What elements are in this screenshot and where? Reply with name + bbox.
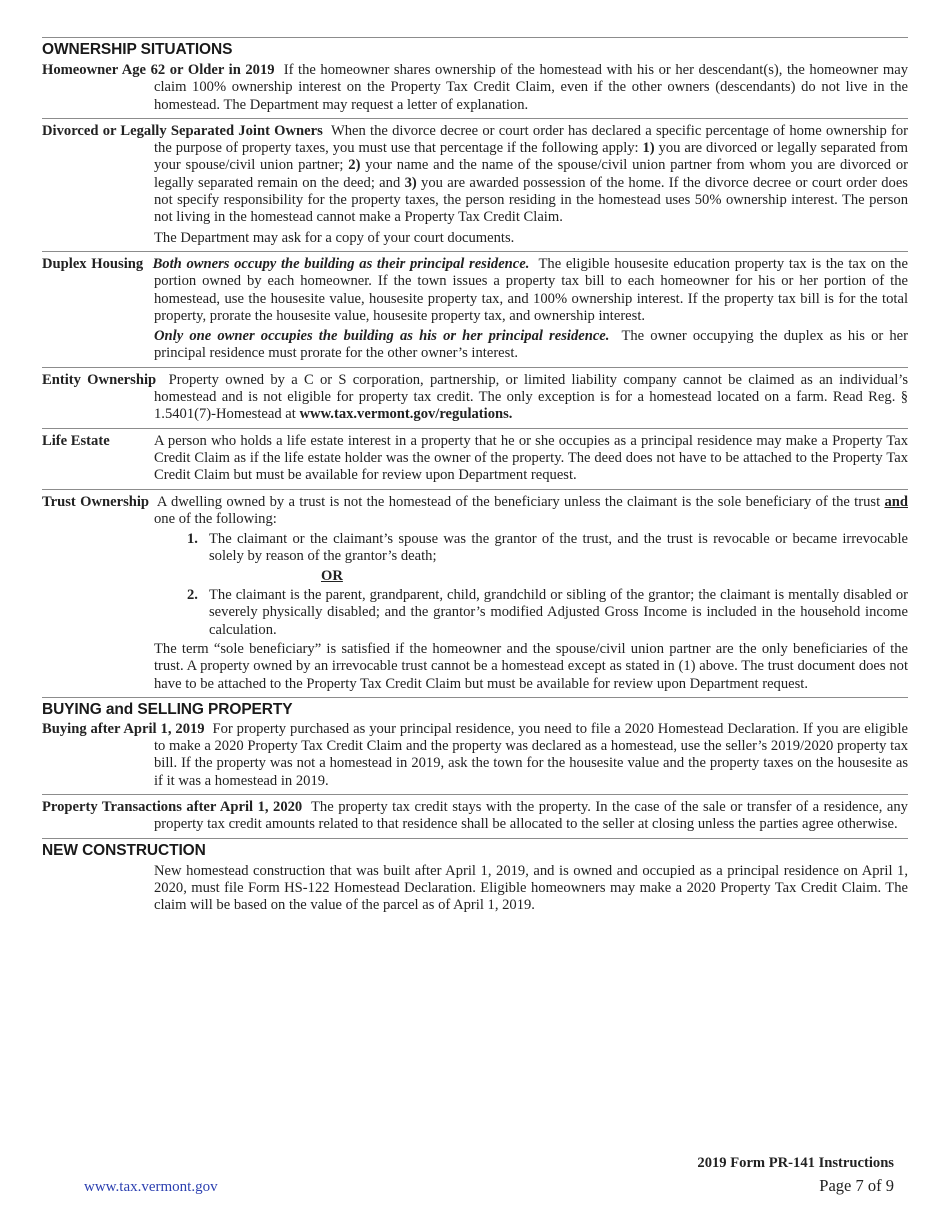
trust-item-1 — [42, 531, 908, 566]
footer-website-link[interactable]: www.tax.vermont.gov — [84, 1179, 218, 1195]
term-age62: Homeowner Age 62 or Older in 2019 — [42, 62, 275, 78]
term-divorced: Divorced or Legally Separated Joint Owners — [42, 122, 323, 139]
term-trust: Trust Ownership — [42, 493, 150, 510]
entry-buying-2019 — [42, 720, 908, 794]
num-1: 1) — [642, 140, 655, 157]
text-trust-a: A dwelling owned by a trust is not the homestead of the beneficiary unless the claimant is the sole beneficiary of the trust — [156, 493, 885, 510]
num-2: 2) — [348, 157, 361, 174]
regulations-link[interactable]: www.tax.vermont.gov/regulations. — [299, 406, 513, 423]
item-number: 2. — [187, 587, 198, 604]
lead2-duplex: Only one owner occupies the building as his or her principal residence. — [154, 328, 610, 345]
entry-divorced — [42, 119, 908, 251]
footer-form-title: 2019 Form PR-141 Instructions — [697, 1155, 894, 1171]
or-separator: OR — [321, 567, 343, 584]
entry-transactions-2020 — [42, 795, 908, 838]
text-buying-2019: For property purchased as your principal residence, you need to file a 2020 Homestead Declaration. If you are eligible to make a 2020 Property Tax Credit Claim and the property was declared as a homestead, use the seller’s 2019/2020 property tax bill. If the property was not a homestead in 2019, ask the town for the housesite value and the property taxes on the housesite as if it was a homestead in 2019. — [154, 720, 908, 789]
item-text: The claimant or the claimant’s spouse was the grantor of the trust, and the trust is revocable or became irrevocable solely by reason of the grantor’s death; — [209, 531, 908, 565]
note-divorced: The Department may ask for a copy of your court documents. — [154, 229, 515, 246]
entry-life-estate — [42, 429, 908, 489]
section-title-ownership: OWNERSHIP SITUATIONS — [42, 41, 233, 58]
text-divorced-b: you are divorced or legally separated from your spouse/civil union partner; — [154, 140, 908, 174]
text-divorced-c: your name and the name of the spouse/civil union partner from whom you are divorced or legally separated remain on the deed; and — [154, 157, 908, 191]
text-age62: If the homeowner shares ownership of the homestead with his or her descendant(s), the homeowner may claim 100% ownership interest on the Property Tax Credit Claim, even if the other owners (descendants) do not live in the homestead. The Department may request a letter of explanation. — [154, 62, 908, 113]
num-3: 3) — [404, 174, 417, 191]
term-life-estate: Life Estate — [42, 432, 110, 449]
trust-item-2 — [42, 587, 908, 639]
term-duplex: Duplex Housing — [42, 255, 144, 272]
entry-construction — [42, 861, 908, 919]
section-title-buying: BUYING and SELLING PROPERTY — [42, 700, 293, 718]
entry-trust — [42, 490, 908, 697]
document-page — [42, 37, 908, 918]
item-text: The claimant is the parent, grandparent, child, grandchild or sibling of the grantor; the claimant is mentally disabled or severely physically disabled; and the grantor’s modified Adjusted Gross Income is included in the household income calculation. — [209, 587, 908, 638]
lead-duplex: Both owners occupy the building as their principal residence. — [152, 255, 530, 272]
item-number: 1. — [187, 531, 198, 548]
text-entity: Property owned by a C or S corporation, partnership, or limited liability company cannot be claimed as an individual’s homestead and is not eligible for property tax credit. The only exception is for a homestead located on a farm. Read Reg. § 1.5401(7)-Homestead at — [154, 371, 909, 423]
term-entity: Entity Ownership — [42, 371, 157, 388]
term-buying-2019: Buying after April 1, 2019 — [42, 720, 205, 737]
text-construction: New homestead construction that was built after April 1, 2019, and is owned and occupied as a principal residence on April 1, 2020, must file Form HS-122 Homestead Declaration. Eligible homeowners may make a 2020 Property Tax Credit Claim. The claim will be based on the value of the parcel as of April 1, 2019. — [154, 862, 908, 914]
text-divorced-a: When the divorce decree or court order has declared a specific percentage of home ownership for the purpose of property taxes, you must use that percentage if the following apply: — [154, 122, 909, 157]
text-trust-b: one of the following: — [154, 510, 277, 527]
trust-closing: The term “sole beneficiary” is satisfied if the homeowner and the spouse/civil union partner are the only beneficiaries of the trust. A property owned by an irrevocable trust cannot be a homestead except as stated in (1) above. The trust document does not have to be attached to the Property Tax Credit Claim but must be available for review upon Department request. — [154, 640, 908, 692]
entry-age62 — [42, 60, 908, 118]
text2-duplex: The owner occupying the duplex as his or her principal residence must prorate for the other owner’s interest. — [154, 328, 908, 362]
text-life-estate: A person who holds a life estate interest in a property that he or she occupies as a principal residence may make a Property Tax Credit Claim as if the life estate holder was the owner of the property. The deed does not have to be attached to the Property Tax Credit Claim but must be available for review upon Department request. — [154, 432, 908, 484]
term-transactions-2020: Property Transactions after April 1, 2020 — [42, 798, 303, 815]
entry-duplex — [42, 252, 908, 367]
text-duplex: The eligible housesite education property tax is the tax on the portion owned by each homeowner. If the town issues a property tax bill to each homeowner for his or her portion of the homestead, use the housesite value, housesite property tax, and 100% ownership interest. If the property tax bill is for the total property, prorate the housesite value, housesite property tax, and ownership interest. — [154, 255, 908, 324]
text-divorced-d: you are awarded possession of the home. If the divorce decree or court order does not specify responsibility for the property taxes, the person residing in the homestead uses 50% ownership interest. The person not living in the homestead cannot make a Property Tax Credit Claim. — [154, 174, 908, 226]
section-title-construction: NEW CONSTRUCTION — [42, 841, 206, 859]
text-transactions-2020: The property tax credit stays with the property. In the case of the sale or transfer of a residence, any property tax credit amounts related to that residence shall be allocated to the seller at closing unless the parties agree otherwise. — [154, 798, 908, 833]
entry-entity — [42, 368, 908, 428]
footer-page-number: Page 7 of 9 — [819, 1176, 894, 1195]
and-emphasis: and — [884, 493, 908, 510]
